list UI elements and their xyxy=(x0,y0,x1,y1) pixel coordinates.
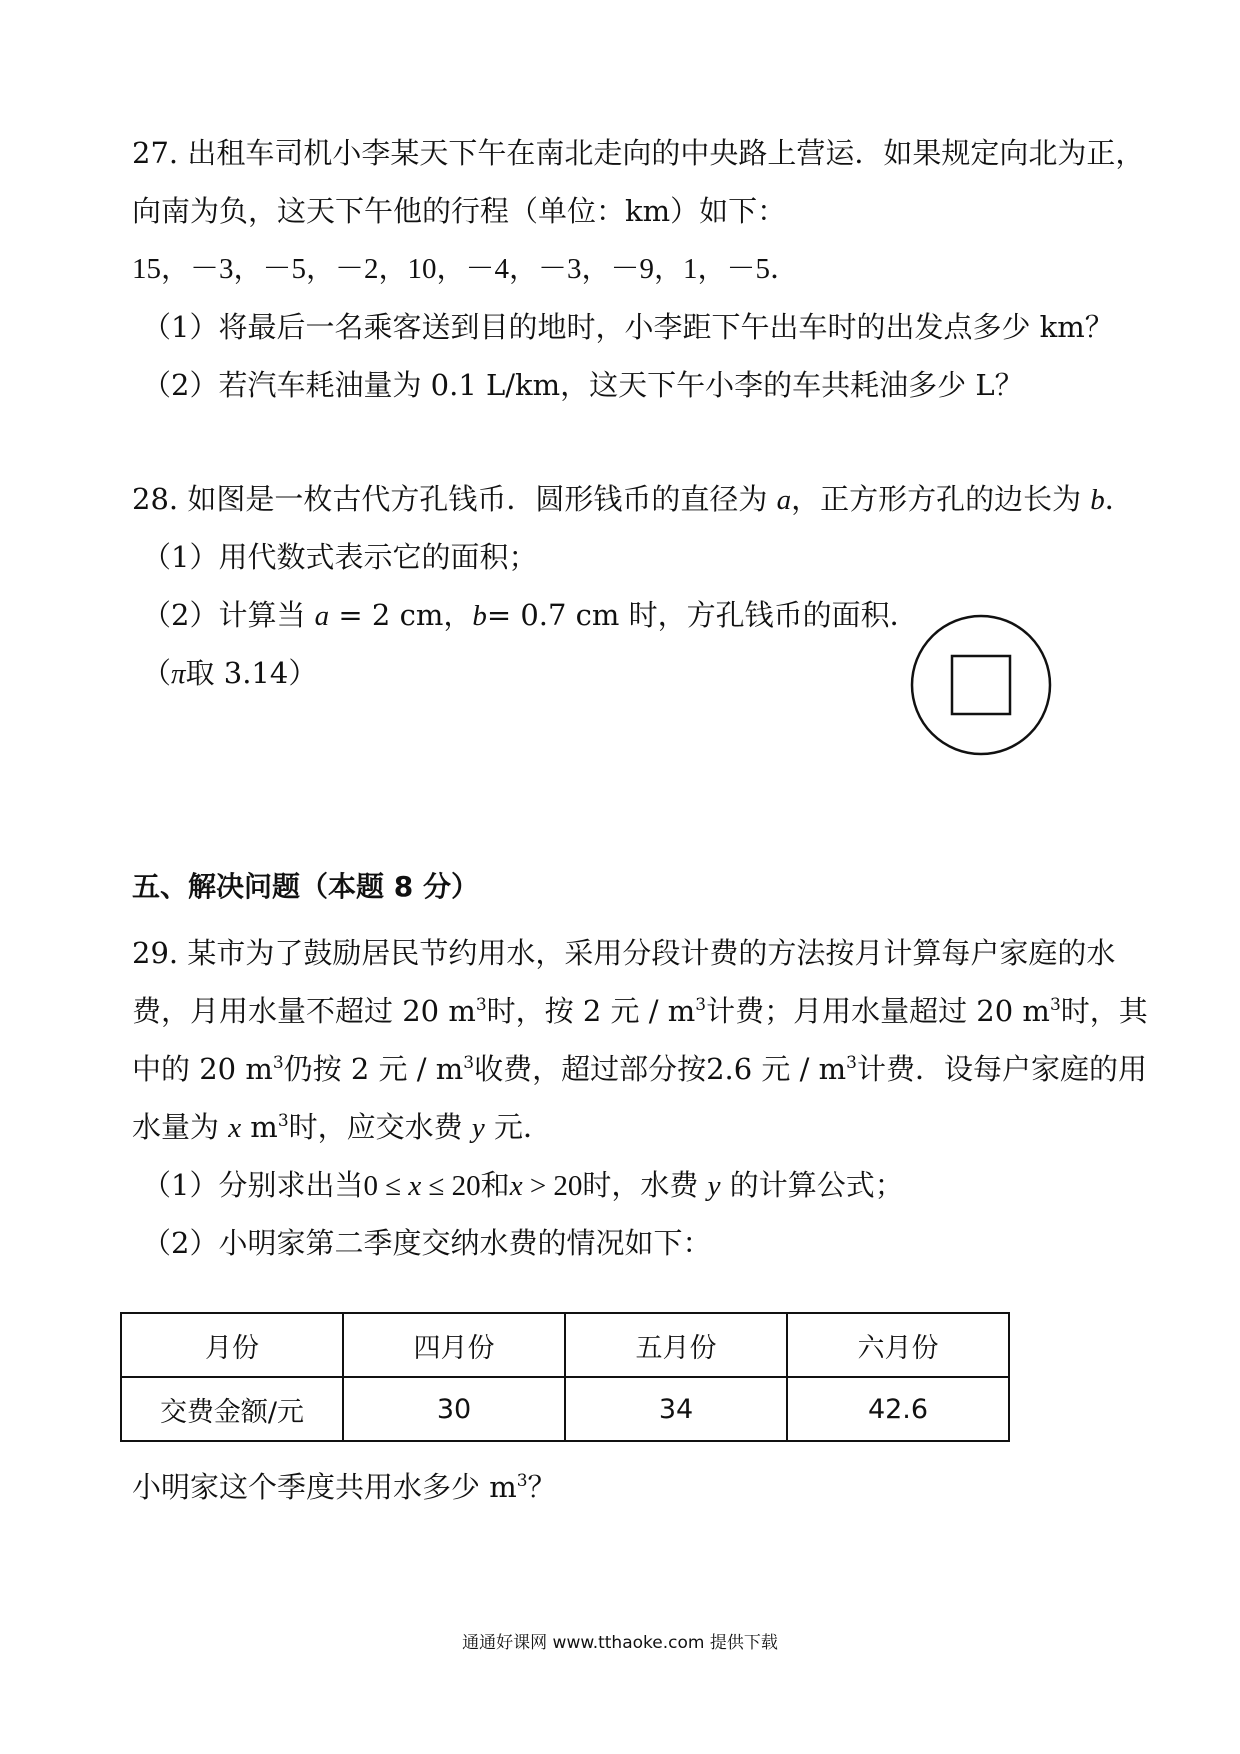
q29-text: 仍按 2 元 / m xyxy=(283,1052,464,1086)
superscript-3: 3 xyxy=(272,1053,284,1073)
var-x: x xyxy=(228,1112,242,1144)
superscript-3: 3 xyxy=(516,1471,528,1491)
var-b: b xyxy=(472,600,487,632)
q28-text: ． xyxy=(1104,482,1134,516)
table-cell: 四月份 xyxy=(343,1313,565,1377)
table-header-row xyxy=(121,1313,1009,1377)
q29-text: 计费．设每户家庭的用 xyxy=(856,1052,1147,1086)
coin-figure xyxy=(908,612,1054,758)
q29-line-4 xyxy=(132,1106,552,1149)
range-1: 0 ≤ xyxy=(363,1170,409,1202)
q29-text: （1）分别求出当 xyxy=(142,1168,364,1202)
q29-part-2: （2）小明家第二季度交纳水费的情况如下： xyxy=(142,1226,712,1260)
q28-text: 取 3.14） xyxy=(185,656,318,690)
q29-text: 水量为 xyxy=(132,1110,229,1144)
var-a: a xyxy=(314,600,330,632)
q29-text: 时，按 2 元 / m xyxy=(486,994,696,1028)
q29-text: 中的 20 m xyxy=(132,1052,273,1086)
q29-text: 时，应交水费 xyxy=(288,1110,472,1144)
superscript-3: 3 xyxy=(463,1053,475,1073)
range-2: > 20 xyxy=(522,1170,583,1202)
q29-text: m xyxy=(241,1110,278,1144)
q28-text: 28. 如图是一枚古代方孔钱币．圆形钱币的直径为 xyxy=(132,482,777,516)
q29-text: 时，其 xyxy=(1060,994,1148,1028)
q27-trip-values: 15，－3，－5，－2，10，－4，－3，－9，1，－5． xyxy=(132,253,800,285)
table-cell: 34 xyxy=(565,1377,787,1441)
q29-text: 小明家这个季度共用水多少 m xyxy=(132,1470,517,1504)
page-footer: 通通好课网 www.tthaoke.com 提供下载 xyxy=(462,1633,778,1653)
q29-line-1: 29. 某市为了鼓励居民节约用水，采用分段计费的方法按月计算每户家庭的水 xyxy=(132,936,1116,970)
q29-line-3 xyxy=(132,1048,1147,1090)
var-b: b xyxy=(1090,484,1105,516)
q29-text: 时，水费 xyxy=(582,1168,708,1202)
q29-question xyxy=(132,1466,557,1508)
superscript-3: 3 xyxy=(846,1053,857,1073)
q29-text: 费，月用水量不超过 20 m xyxy=(132,994,476,1028)
var-x: x xyxy=(509,1170,523,1202)
superscript-3: 3 xyxy=(695,995,707,1015)
table-cell: 30 xyxy=(343,1377,565,1441)
section-heading: 五、解决问题（本题 8 分） xyxy=(132,870,479,903)
q29-line-2 xyxy=(132,990,1148,1032)
q29-text: 和 xyxy=(480,1168,510,1202)
q27-line-1: 27. 出租车司机小李某天下午在南北走向的中央路上营运．如果规定向北为正， xyxy=(132,136,1145,170)
q28-text: ，正方形方孔的边长为 xyxy=(791,482,1091,516)
q28-text: （ xyxy=(142,656,172,690)
q28-pi-note xyxy=(142,652,317,695)
var-x: x xyxy=(408,1170,422,1202)
water-fee-table xyxy=(120,1312,1010,1442)
q27-line-2: 向南为负，这天下午他的行程（单位：km）如下： xyxy=(132,194,787,228)
superscript-3: 3 xyxy=(277,1111,289,1131)
q28-part-2 xyxy=(142,594,919,637)
q29-part-1 xyxy=(142,1164,904,1207)
var-y: y xyxy=(471,1112,485,1144)
q27-part-2: （2）若汽车耗油量为 0.1 L/km，这天下午小李的车共耗油多少 L？ xyxy=(142,368,1024,402)
pi-symbol: π xyxy=(171,658,186,690)
superscript-3: 3 xyxy=(1049,995,1061,1015)
q28-line-1 xyxy=(132,478,1134,521)
q28-text: = 2 cm， xyxy=(329,598,473,632)
q28-text: （2）计算当 xyxy=(142,598,315,632)
table-cell: 月份 xyxy=(121,1313,343,1377)
table-cell: 五月份 xyxy=(565,1313,787,1377)
q27-part-1: （1）将最后一名乘客送到目的地时，小李距下午出车时的出发点多少 km？ xyxy=(142,310,1114,344)
q28-part-1: （1）用代数式表示它的面积； xyxy=(142,540,538,574)
q29-text: 收费，超过部分按2.6 元 / m xyxy=(474,1052,847,1086)
table-cell: 42.6 xyxy=(787,1377,1009,1441)
q29-text: 计费；月用水量超过 20 m xyxy=(706,994,1050,1028)
q29-text: 元． xyxy=(484,1110,552,1144)
superscript-3: 3 xyxy=(475,995,487,1015)
range-1: ≤ 20 xyxy=(421,1170,481,1202)
q28-text: = 0.7 cm 时，方孔钱币的面积． xyxy=(486,598,919,632)
var-a: a xyxy=(776,484,792,516)
q29-text: 的计算公式； xyxy=(720,1168,904,1202)
table-cell: 交费金额/元 xyxy=(121,1377,343,1441)
square-hole xyxy=(952,656,1010,714)
q29-text: ？ xyxy=(527,1470,557,1504)
table-cell: 六月份 xyxy=(787,1313,1009,1377)
table-row xyxy=(121,1377,1009,1441)
var-y: y xyxy=(707,1170,721,1202)
coin-circle xyxy=(912,616,1050,754)
